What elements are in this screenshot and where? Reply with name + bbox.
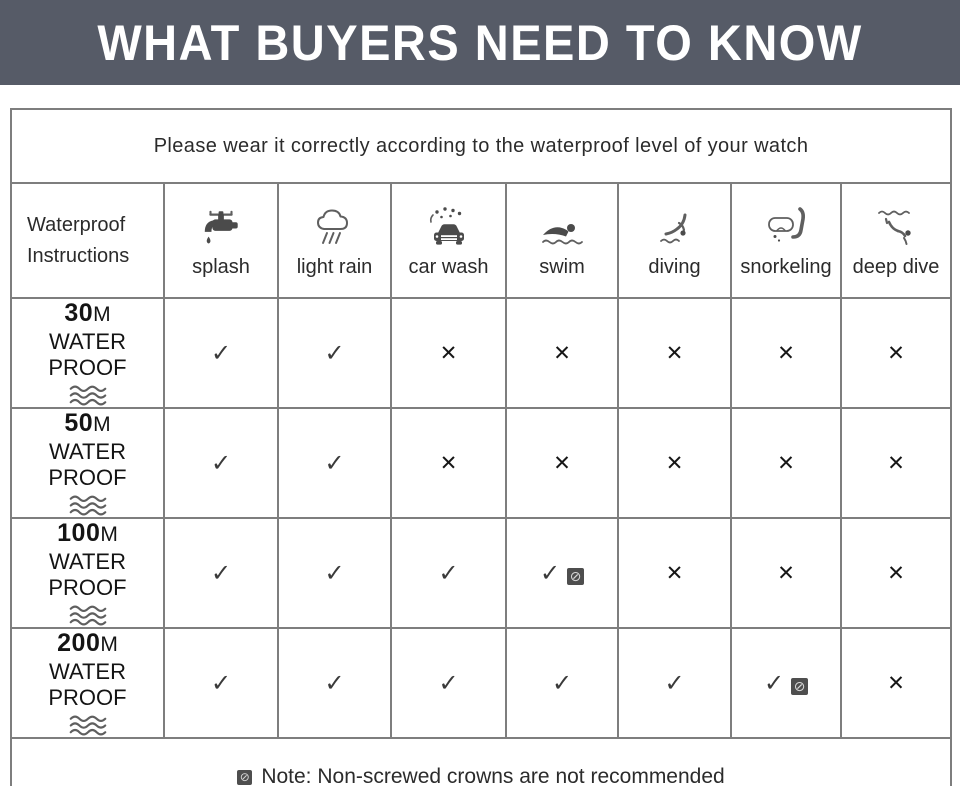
check-mark: ✓ — [438, 559, 459, 587]
check-mark: ✓ — [210, 559, 232, 587]
rain-cloud-icon — [313, 203, 357, 249]
cross-mark: ✕ — [777, 561, 795, 585]
cross-mark: ✕ — [887, 341, 905, 365]
depth-value: 100 — [57, 519, 101, 547]
mark-cell — [278, 298, 391, 408]
note-text: Note: Non-screwed crowns are not recommended — [261, 765, 725, 786]
table-row-100m — [11, 518, 951, 628]
column-label: diving — [648, 255, 701, 278]
mark-cell — [506, 408, 618, 518]
column-label: deep dive — [852, 255, 940, 278]
cross-mark: ✕ — [665, 341, 684, 365]
note-cell — [11, 738, 951, 786]
mark-cell — [506, 518, 618, 628]
cross-mark: ✕ — [439, 341, 458, 365]
table-row-30m — [11, 298, 951, 408]
column-header-deep-dive — [841, 183, 951, 298]
depth-unit: M — [93, 413, 111, 436]
table-row-200m — [11, 628, 951, 738]
corner-line1: Waterproof — [27, 213, 126, 236]
row-header-100m — [11, 518, 164, 628]
check-mark: ✓ — [438, 669, 459, 697]
mark-cell — [391, 298, 506, 408]
mark-cell — [278, 518, 391, 628]
check-mark: ✓ — [551, 669, 573, 697]
mark-cell — [841, 298, 951, 408]
header-banner — [0, 0, 960, 85]
check-mark: ✓ — [664, 669, 685, 697]
depth-value: 200 — [57, 629, 101, 657]
column-header-car-wash — [391, 183, 506, 298]
row-header-30m — [11, 298, 164, 408]
column-label: splash — [192, 255, 250, 278]
mark-cell — [164, 408, 278, 518]
check-mark: ✓ — [763, 669, 785, 697]
mark-cell — [164, 518, 278, 628]
cross-mark: ✕ — [665, 451, 684, 475]
snorkel-mask-icon — [763, 203, 809, 249]
check-mark: ✓ — [324, 669, 345, 697]
check-mark: ✓ — [324, 449, 345, 477]
depth-value: 50 — [64, 409, 94, 437]
subtitle-row — [11, 109, 951, 183]
swimmer-icon — [539, 203, 585, 249]
crown-note-icon: ⊘ — [237, 770, 252, 785]
corner-header — [11, 183, 164, 298]
note-row — [11, 738, 951, 786]
cross-mark: ✕ — [887, 561, 905, 585]
mark-cell — [731, 628, 841, 738]
cross-mark: ✕ — [887, 671, 905, 695]
check-mark: ✓ — [539, 559, 561, 587]
mark-cell — [841, 628, 951, 738]
cross-mark: ✕ — [777, 451, 795, 475]
car-wash-icon — [426, 203, 472, 249]
mark-cell — [506, 298, 618, 408]
check-mark: ✓ — [210, 669, 232, 697]
water-waves-icon — [12, 384, 163, 407]
cross-mark: ✕ — [553, 341, 571, 365]
waterproof-table — [10, 108, 952, 786]
check-mark: ✓ — [324, 339, 345, 367]
row-label: WATER PROOF — [48, 549, 127, 600]
mark-cell — [618, 408, 731, 518]
row-label: WATER PROOF — [48, 659, 127, 710]
column-header-diving — [618, 183, 731, 298]
mark-cell — [841, 408, 951, 518]
column-header-snorkeling — [731, 183, 841, 298]
row-label: WATER PROOF — [48, 439, 127, 490]
check-mark: ✓ — [210, 339, 232, 367]
table-row-50m — [11, 408, 951, 518]
mark-cell — [618, 628, 731, 738]
mark-cell — [618, 518, 731, 628]
cross-mark: ✕ — [665, 561, 684, 585]
mark-cell — [164, 298, 278, 408]
check-mark: ✓ — [210, 449, 232, 477]
depth-value: 30 — [64, 299, 94, 327]
row-label: WATER PROOF — [48, 329, 127, 380]
deep-dive-icon — [873, 203, 919, 249]
column-header-splash — [164, 183, 278, 298]
water-waves-icon — [12, 494, 163, 517]
row-header-200m — [11, 628, 164, 738]
crown-note-icon: ⊘ — [791, 678, 808, 695]
check-mark: ✓ — [324, 559, 345, 587]
water-waves-icon — [12, 604, 163, 627]
corner-line2: Instructions — [27, 244, 130, 267]
column-header-row — [11, 183, 951, 298]
diver-icon — [655, 203, 695, 249]
column-label: light rain — [296, 255, 373, 278]
mark-cell — [278, 628, 391, 738]
mark-cell — [731, 408, 841, 518]
depth-unit: M — [93, 303, 111, 326]
faucet-icon — [198, 203, 244, 249]
crown-note-icon: ⊘ — [567, 568, 584, 585]
mark-cell — [278, 408, 391, 518]
mark-cell — [731, 518, 841, 628]
column-label: swim — [539, 255, 585, 278]
cross-mark: ✕ — [887, 451, 905, 475]
mark-cell — [841, 518, 951, 628]
column-header-light-rain — [278, 183, 391, 298]
column-label: car wash — [408, 255, 489, 278]
water-waves-icon — [12, 714, 163, 737]
cross-mark: ✕ — [553, 451, 571, 475]
mark-cell — [618, 298, 731, 408]
depth-unit: M — [100, 523, 118, 546]
column-header-swim — [506, 183, 618, 298]
cross-mark: ✕ — [439, 451, 458, 475]
cross-mark: ✕ — [777, 341, 795, 365]
page-title: WHAT BUYERS NEED TO KNOW — [97, 14, 863, 71]
mark-cell — [164, 628, 278, 738]
depth-unit: M — [100, 633, 118, 656]
mark-cell — [391, 408, 506, 518]
mark-cell — [391, 518, 506, 628]
mark-cell — [731, 298, 841, 408]
row-header-50m — [11, 408, 164, 518]
column-label: snorkeling — [740, 255, 832, 278]
table-subtitle: Please wear it correctly according to the waterproof level of your watch — [11, 109, 951, 183]
mark-cell — [391, 628, 506, 738]
mark-cell — [506, 628, 618, 738]
